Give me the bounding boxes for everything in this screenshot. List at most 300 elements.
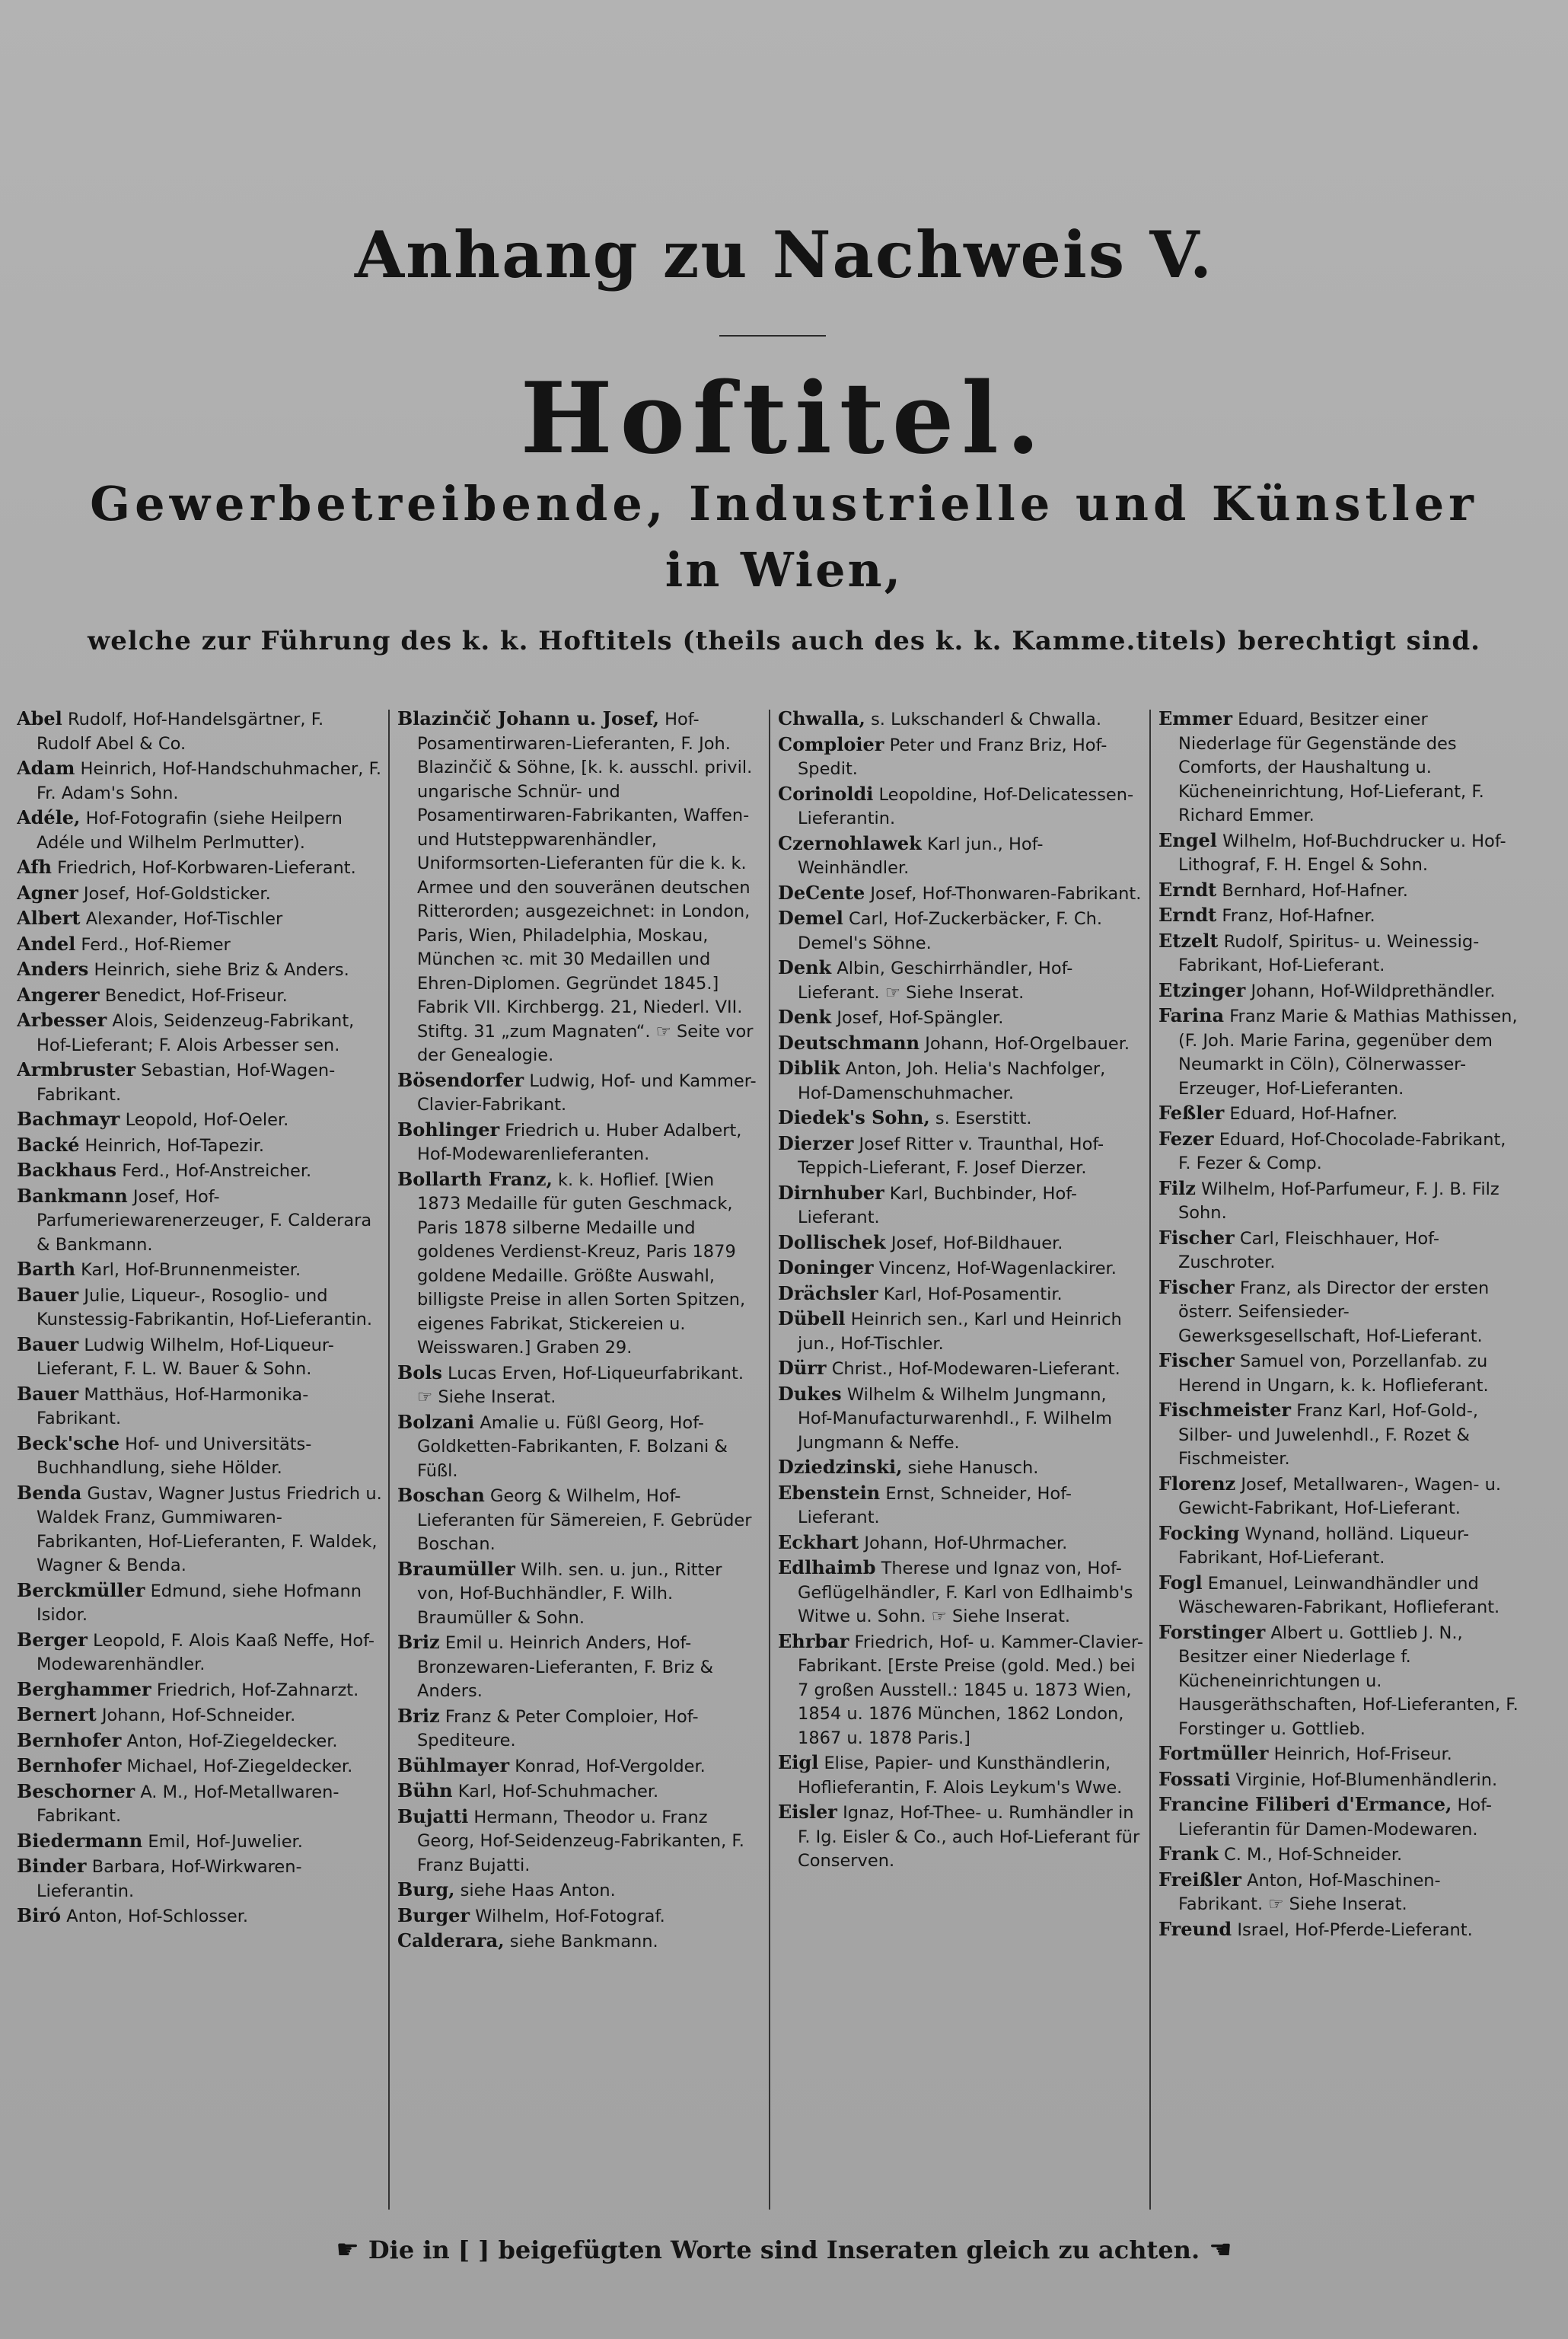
entry-text: Albin, Geschirrhändler, Hof-Lieferant. ☞ Siehe Inserat.: [798, 959, 1073, 1003]
entry-name: Diedek's Sohn,: [778, 1106, 930, 1128]
directory-entry: [1158, 1620, 1524, 1742]
directory-entry: [1158, 1101, 1524, 1127]
entry-name: Blazinčič Johann u. Josef,: [397, 707, 659, 729]
column-divider: [1149, 710, 1151, 2210]
entry-name: Benda: [17, 1481, 82, 1504]
entry-name: Fogl: [1158, 1571, 1203, 1594]
entry-name: Edlhaimb: [778, 1556, 876, 1578]
directory-entry: [17, 881, 382, 907]
entry-text: Wilhelm, Hof-Parfumeur, F. J. B. Filz Sohn.: [1178, 1179, 1499, 1223]
directory-entry: [778, 1455, 1143, 1481]
entry-text: Friedrich u. Huber Adalbert, Hof-Modewarenlieferanten.: [417, 1120, 742, 1164]
directory-entry: [1158, 1176, 1524, 1226]
entry-name: Fischer: [1158, 1275, 1235, 1298]
directory-entry: [1158, 1741, 1524, 1767]
directory-entry: [17, 1578, 382, 1628]
entry-text: Sebastian, Hof-Wagen-Fabrikant.: [37, 1061, 336, 1105]
directory-entry: [397, 1361, 763, 1410]
directory-entry: [17, 1058, 382, 1107]
entry-text: Lucas Erven, Hof-Liqueurfabrikant. ☞ Siehe Inserat.: [417, 1363, 744, 1407]
entry-text: Amalie u. Füßl Georg, Hof-Goldketten-Fabrikanten, F. Bolzani & Füßl.: [417, 1412, 728, 1481]
entry-text: Carl, Hof-Zuckerbäcker, F. Ch. Demel's Söhne.: [798, 909, 1103, 953]
entry-name: Adam: [17, 757, 75, 779]
entry-name: Dukes: [778, 1382, 842, 1405]
directory-entry: [1158, 1127, 1524, 1176]
entry-name: Burg,: [397, 1878, 455, 1900]
entry-text: Karl, Hof-Schuhmacher.: [457, 1782, 659, 1801]
directory-entry: [778, 782, 1143, 831]
directory-entry: [1158, 978, 1524, 1004]
entry-name: Denk: [778, 956, 832, 978]
entry-name: Beschorner: [17, 1779, 135, 1802]
entry-text: Anton, Hof-Schlosser.: [66, 1907, 249, 1926]
footer-text: Die in [ ] beigefügten Worte sind Inseraten gleich zu achten.: [368, 2235, 1200, 2264]
directory-entry: [17, 1677, 382, 1703]
entry-text: Franz, Hof-Hafner.: [1222, 906, 1375, 926]
entry-name: Afh: [17, 856, 52, 878]
entry-text: Heinrich sen., Karl und Heinrich jun., Hof-Tischler.: [798, 1310, 1122, 1354]
entry-text: Barbara, Hof-Wirkwaren-Lieferantin.: [37, 1857, 302, 1901]
entry-text: Wilhelm & Wilhelm Jungmann, Hof-Manufacturwarenhdl., F. Wilhelm Jungmann & Neffe.: [798, 1384, 1113, 1453]
entry-name: Armbruster: [17, 1058, 136, 1080]
entry-text: Konrad, Hof-Vergolder.: [515, 1756, 706, 1776]
entry-text: Albert u. Gottlieb J. N., Besitzer einer Niederlage f. Kücheneinrichtungen u. Hausgeräthschaften, Hof-Lieferanten, F. Forstinger u. Gottlieb.: [1178, 1623, 1519, 1739]
directory-entry: [778, 1281, 1143, 1307]
entry-text: Josef, Hof-Spängler.: [837, 1008, 1004, 1028]
directory-entry: [397, 1483, 763, 1557]
entry-name: Backé: [17, 1133, 80, 1156]
directory-entry: [778, 906, 1143, 956]
pointing-hand-icon: ☚: [1209, 2235, 1232, 2265]
entry-text: Hof- und Universitäts-Buchhandlung, siehe Hölder.: [37, 1434, 312, 1478]
directory-entry: [397, 707, 763, 1068]
directory-entry: [1158, 1767, 1524, 1793]
entry-name: Erndt: [1158, 878, 1217, 901]
entry-text: s. Eserstitt.: [935, 1109, 1032, 1128]
directory-entry: [1158, 1004, 1524, 1101]
entry-text: Edmund, siehe Hofmann Isidor.: [37, 1581, 362, 1625]
column-4: [1158, 707, 1524, 2222]
entry-name: Eckhart: [778, 1530, 859, 1553]
entry-name: Berckmüller: [17, 1578, 145, 1601]
directory-entry: [17, 806, 382, 855]
city-line: in Wien,: [664, 542, 904, 598]
entry-name: Corinoldi: [778, 782, 874, 805]
entry-name: Drächsler: [778, 1281, 878, 1304]
entry-text: Carl, Fleischhauer, Hof-Zuschroter.: [1178, 1228, 1439, 1272]
entry-text: Virginie, Hof-Blumenhändlerin.: [1235, 1769, 1498, 1790]
entry-name: Bujatti: [397, 1805, 469, 1827]
directory-entry: [1158, 1842, 1524, 1868]
entry-text: Karl, Hof-Posamentir.: [883, 1284, 1063, 1304]
entry-name: Anders: [17, 958, 89, 980]
entry-name: Filz: [1158, 1176, 1196, 1199]
entry-name: Emmer: [1158, 707, 1232, 729]
entry-name: Dollischek: [778, 1230, 886, 1253]
entry-name: Boschan: [397, 1484, 485, 1506]
column-2: [397, 707, 763, 2222]
entry-name: Diblik: [778, 1057, 840, 1079]
directory-entry: [17, 1283, 382, 1332]
entry-text: Josef, Hof-Bildhauer.: [891, 1233, 1063, 1253]
entry-text: Emil, Hof-Juwelier.: [148, 1831, 303, 1852]
entry-name: Bernhofer: [17, 1754, 122, 1776]
directory-entry: [1158, 1226, 1524, 1275]
directory-entry: [778, 1307, 1143, 1356]
directory-entry: [778, 956, 1143, 1005]
entry-text: Benedict, Hof-Friseur.: [104, 985, 288, 1006]
entry-name: Berger: [17, 1628, 88, 1651]
entry-text: Christ., Hof-Modewaren-Lieferant.: [831, 1359, 1120, 1379]
entry-text: Elise, Papier- und Kunsthändlerin, Hoflieferantin, F. Alois Leykum's Wwe.: [798, 1753, 1123, 1798]
entry-text: Heinrich, Hof-Friseur.: [1273, 1744, 1452, 1764]
entry-text: Josef, Metallwaren-, Wagen- u. Gewicht-Fabrikant, Hof-Lieferant.: [1178, 1474, 1502, 1518]
directory-entry: [17, 1779, 382, 1829]
entry-name: Doninger: [778, 1256, 874, 1278]
directory-entry: [778, 831, 1143, 881]
entry-text: Michael, Hof-Ziegeldecker.: [126, 1757, 353, 1776]
entry-text: Franz, als Director der ersten österr. Seifensieder-Gewerksgesellschaft, Hof-Lieferant.: [1178, 1278, 1490, 1346]
directory-columns: [17, 707, 1539, 2229]
directory-entry: [1158, 707, 1524, 828]
directory-entry: [397, 1878, 763, 1903]
entry-name: Albert: [17, 907, 81, 929]
directory-entry: [1158, 1792, 1524, 1842]
entry-text: Friedrich, Hof-Zahnarzt.: [156, 1680, 359, 1700]
entry-name: Chwalla,: [778, 707, 865, 729]
entry-name: Eisler: [778, 1801, 837, 1823]
entry-name: Fischmeister: [1158, 1399, 1292, 1421]
directory-entry: [17, 1133, 382, 1159]
column-divider: [388, 710, 390, 2210]
directory-entry: [397, 1779, 763, 1805]
entry-name: DeCente: [778, 881, 865, 904]
directory-entry: [17, 1702, 382, 1728]
directory-entry: [1158, 1917, 1524, 1943]
entry-name: Bolzani: [397, 1410, 475, 1433]
entry-name: Agner: [17, 881, 78, 904]
entry-name: Bösendorfer: [397, 1068, 524, 1091]
directory-entry: [1158, 1275, 1524, 1349]
entry-text: s. Lukschanderl & Chwalla.: [871, 710, 1101, 729]
entry-name: Deutschmann: [778, 1031, 920, 1054]
directory-entry: [1158, 1521, 1524, 1571]
directory-entry: [17, 855, 382, 881]
entry-text: Franz & Peter Comploier, Hof-Spediteure.: [417, 1706, 699, 1750]
directory-entry: [17, 1753, 382, 1779]
directory-entry: [778, 1382, 1143, 1456]
directory-entry: [17, 957, 382, 983]
entry-text: Israel, Hof-Pferde-Lieferant.: [1237, 1919, 1473, 1940]
directory-entry: [778, 1005, 1143, 1031]
entry-text: Leopold, Hof-Oeler.: [125, 1110, 289, 1130]
directory-entry: [397, 1753, 763, 1779]
entry-name: Angerer: [17, 983, 100, 1006]
entry-text: Vincenz, Hof-Wagenlackirer.: [878, 1259, 1117, 1278]
directory-entry: [778, 732, 1143, 782]
entry-text: Wilhelm, Hof-Buchdrucker u. Hof-Lithograf, F. H. Engel & Sohn.: [1178, 831, 1506, 875]
entry-text: Ludwig Wilhelm, Hof-Liqueur-Lieferant, F. L. W. Bauer & Sohn.: [37, 1335, 334, 1379]
entry-name: Bernhofer: [17, 1728, 122, 1751]
page-heading: Hoftitel.: [520, 362, 1048, 476]
entry-name: Farina: [1158, 1004, 1225, 1026]
entry-name: Andel: [17, 932, 76, 955]
entry-name: Bauer: [17, 1382, 79, 1405]
entry-name: Bols: [397, 1361, 442, 1383]
footer-note: [0, 2235, 1568, 2265]
entry-name: Backhaus: [17, 1159, 117, 1181]
entry-text: Josef, Hof-Thonwaren-Fabrikant.: [870, 883, 1142, 904]
entry-text: Johann, Hof-Wildprethändler.: [1251, 981, 1496, 1001]
entry-text: Alois, Seidenzeug-Fabrikant, Hof-Lieferant; F. Alois Arbesser sen.: [37, 1011, 355, 1055]
entry-name: Bühn: [397, 1779, 453, 1801]
directory-entry: [17, 1332, 382, 1382]
entry-text: C. M., Hof-Schneider.: [1224, 1845, 1403, 1865]
directory-entry: [397, 1557, 763, 1631]
entry-text: Karl jun., Hof-Weinhändler.: [798, 834, 1044, 878]
directory-entry: [17, 756, 382, 806]
entry-name: Focking: [1158, 1521, 1240, 1544]
entry-name: Adéle,: [17, 806, 81, 828]
entry-name: Dübell: [778, 1307, 846, 1329]
pointing-hand-icon: ☛: [336, 2235, 359, 2265]
directory-entry: [1158, 1348, 1524, 1398]
directory-entry: [778, 1356, 1143, 1382]
directory-entry: [17, 1854, 382, 1903]
column-divider: [769, 710, 770, 2210]
entry-name: Bankmann: [17, 1184, 128, 1207]
entry-name: Fischer: [1158, 1226, 1235, 1249]
directory-entry: [778, 1131, 1143, 1181]
directory-entry: [397, 1929, 763, 1954]
entry-text: A. M., Hof-Metallwaren-Fabrikant.: [37, 1782, 339, 1826]
directory-entry: [397, 1410, 763, 1484]
entry-text: Rudolf, Hof-Handelsgärtner, F. Rudolf Abel & Co.: [37, 710, 324, 754]
title-divider: [719, 335, 826, 337]
entry-text: Friedrich, Hof-Korbwaren-Lieferant.: [57, 858, 356, 878]
entry-text: Ferd., Hof-Anstreicher.: [122, 1161, 312, 1181]
entry-name: Bachmayr: [17, 1108, 120, 1130]
entry-name: Florenz: [1158, 1472, 1236, 1495]
entry-text: Heinrich, siehe Briz & Anders.: [94, 960, 349, 980]
entry-text: Anton, Joh. Helia's Nachfolger, Hof-Damenschuhmacher.: [798, 1059, 1106, 1103]
directory-entry: [1158, 903, 1524, 929]
entry-text: Eduard, Besitzer einer Niederlage für Gegenstände des Comforts, der Haushaltung u. Kücheneinrichtung, Hof-Lieferant, F. Richard Emmer.: [1178, 710, 1484, 825]
directory-entry: [1158, 1472, 1524, 1521]
entry-name: Francine Filiberi d'Ermance,: [1158, 1793, 1452, 1815]
entry-text: Ferd., Hof-Riemer: [81, 934, 231, 955]
entry-name: Beck'sche: [17, 1431, 120, 1454]
entry-text: Johann, Hof-Orgelbauer.: [925, 1033, 1130, 1054]
directory-entry: [778, 1481, 1143, 1530]
directory-entry: [778, 707, 1143, 732]
entry-text: Bernhard, Hof-Hafner.: [1222, 880, 1408, 901]
directory-entry: [1158, 929, 1524, 978]
entry-text: Ernst, Schneider, Hof-Lieferant.: [798, 1483, 1072, 1527]
entry-text: Heinrich, Hof-Handschuhmacher, F. Fr. Adam's Sohn.: [37, 759, 382, 803]
entry-name: Fossati: [1158, 1767, 1231, 1790]
directory-entry: [17, 1184, 382, 1258]
directory-entry: [397, 1068, 763, 1118]
entry-text: Therese und Ignaz von, Hof-Geflügelhändler, F. Karl von Edlhaimb's Witwe u. Sohn. ☞ Siehe Inserat.: [798, 1559, 1133, 1626]
entry-name: Freißler: [1158, 1868, 1241, 1891]
directory-entry: [778, 1629, 1143, 1751]
entry-name: Eigl: [778, 1751, 819, 1773]
entry-name: Erndt: [1158, 904, 1217, 926]
directory-entry: [1158, 1868, 1524, 1917]
entry-name: Barth: [17, 1258, 76, 1280]
entry-text: Johann, Hof-Uhrmacher.: [864, 1533, 1068, 1553]
entry-text: Josef Ritter v. Traunthal, Hof-Teppich-Lieferant, F. Josef Dierzer.: [798, 1134, 1104, 1178]
entry-text: k. k. Hoflief. [Wien 1873 Medaille für guten Geschmack, Paris 1878 silberne Medaille und goldenes Verdienst-Kreuz, Paris 1879 goldene Medaille. Größte Auswahl, billigste Preise in allen Sorten Spitzen, eigenes Fabrikat, Stickereien u. Weisswaren.] Graben 29.: [417, 1170, 746, 1358]
entry-name: Czernohlawek: [778, 831, 922, 854]
entry-name: Bauer: [17, 1332, 79, 1355]
directory-entry: [17, 1158, 382, 1184]
column-3: [778, 707, 1143, 2222]
entry-text: Peter und Franz Briz, Hof-Spedit.: [798, 735, 1107, 779]
directory-entry: [17, 1431, 382, 1481]
entry-name: Calderara,: [397, 1929, 505, 1951]
entry-text: Anton, Hof-Ziegeldecker.: [126, 1731, 338, 1751]
directory-entry: [1158, 1571, 1524, 1620]
entry-text: Heinrich, Hof-Tapezir.: [84, 1135, 264, 1156]
entry-name: Feßler: [1158, 1102, 1225, 1124]
directory-entry: [1158, 878, 1524, 904]
entry-name: Dürr: [778, 1357, 827, 1379]
directory-entry: [17, 1257, 382, 1283]
entry-text: Johann, Hof-Schneider.: [101, 1706, 296, 1725]
directory-entry: [17, 983, 382, 1009]
entry-text: Emanuel, Leinwandhändler und Wäschewaren-Fabrikant, Hoflieferant.: [1178, 1573, 1500, 1617]
entry-text: Franz Karl, Hof-Gold-, Silber- und Juwelenhdl., F. Rozet & Fischmeister.: [1178, 1401, 1479, 1469]
entry-text: Emil u. Heinrich Anders, Hof-Bronzewaren-Lieferanten, F. Briz & Anders.: [417, 1633, 714, 1701]
entry-name: Dierzer: [778, 1131, 854, 1154]
directory-entry: [778, 1056, 1143, 1106]
entry-name: Biró: [17, 1904, 62, 1926]
directory-entry: [778, 1181, 1143, 1230]
entry-text: Friedrich, Hof- u. Kammer-Clavier-Fabrikant. [Erste Preise (gold. Med.) bei 7 großen Ausstell.: 1845 u. 1873 Wien, 1854 u. 1876 München, 1862 London, 1867 u. 1878 Paris.]: [798, 1632, 1143, 1748]
column-1: [17, 707, 382, 2222]
entry-text: Samuel von, Porzellanfab. zu Herend in Ungarn, k. k. Hoflieferant.: [1178, 1351, 1489, 1396]
directory-entry: [397, 1167, 763, 1361]
entry-name: Berghammer: [17, 1677, 151, 1700]
entry-text: Franz Marie & Mathias Mathissen, (F. Joh. Marie Farina, gegenüber dem Neumarkt in Cöln), Cölnerwasser-Erzeuger, Hof-Lieferanten.: [1178, 1007, 1518, 1099]
directory-entry: [778, 1530, 1143, 1556]
directory-entry: [778, 881, 1143, 907]
entry-text: Karl, Buchbinder, Hof-Lieferant.: [798, 1183, 1078, 1227]
entry-name: Etzelt: [1158, 929, 1219, 952]
directory-entry: [397, 1118, 763, 1167]
entry-name: Fortmüller: [1158, 1742, 1269, 1764]
directory-entry: [17, 1903, 382, 1929]
entry-name: Ehrbar: [778, 1629, 849, 1652]
entry-name: Dirnhuber: [778, 1181, 884, 1204]
entry-text: Leopold, F. Alois Kaaß Neffe, Hof-Modewarenhändler.: [37, 1630, 374, 1674]
entry-text: Eduard, Hof-Chocolade-Fabrikant, F. Fezer & Comp.: [1178, 1129, 1506, 1173]
entry-name: Freund: [1158, 1917, 1232, 1940]
directory-entry: [778, 1750, 1143, 1800]
directory-entry: [397, 1704, 763, 1753]
entry-name: Burger: [397, 1903, 470, 1926]
entry-text: Ludwig, Hof- und Kammer-Clavier-Fabrikant.: [417, 1071, 757, 1115]
directory-entry: [778, 1031, 1143, 1057]
entry-name: Bollarth Franz,: [397, 1167, 553, 1190]
entry-text: Georg & Wilhelm, Hof-Lieferanten für Sämereien, F. Gebrüder Boschan.: [417, 1486, 752, 1554]
directory-entry: [397, 1630, 763, 1704]
entry-text: Alexander, Hof-Tischler: [85, 909, 283, 929]
entry-text: Anton, Hof-Maschinen-Fabrikant. ☞ Siehe Inserat.: [1178, 1870, 1441, 1914]
entry-name: Fischer: [1158, 1349, 1235, 1371]
entry-name: Abel: [17, 707, 62, 729]
entry-text: Hof-Lieferantin für Damen-Modewaren.: [1178, 1795, 1492, 1840]
entry-name: Forstinger: [1158, 1620, 1266, 1643]
entry-name: Bauer: [17, 1283, 79, 1306]
directory-entry: [778, 1800, 1143, 1874]
entry-name: Binder: [17, 1855, 87, 1877]
directory-entry: [17, 1728, 382, 1754]
entry-text: Rudolf, Spiritus- u. Weinessig-Fabrikant, Hof-Lieferant.: [1178, 931, 1480, 975]
entry-name: Engel: [1158, 828, 1217, 851]
entry-name: Demel: [778, 907, 843, 929]
entry-text: Wynand, holländ. Liqueur-Fabrikant, Hof-Lieferant.: [1178, 1524, 1470, 1568]
directory-entry: [17, 1628, 382, 1677]
directory-entry: [397, 1805, 763, 1878]
entry-text: Hof-Posamentirwaren-Lieferanten, F. Joh. Blazinčič & Söhne, [k. k. ausschl. privil. ungarische Schnür- und Posamentirwaren-Fabrikanten, Waffen- und Hutsteppwarenhändler, Uniformsorten-Lieferanten für die k. k. Armee und den souveränen deutschen Ritterorden; ausgezeichnet: in London, Paris, Wien, Philadelphia, Moskau, München ꝛc. mit 30 Medaillen und Ehren-Diplomen. Gegründet 1845.] Fabrik VII. Kirchbergg. 21, Niederl. VII. Stiftg. 31 „zum Magnaten“. ☞ Seite vor der Genealogie.: [417, 710, 754, 1065]
directory-entry: [17, 707, 382, 756]
directory-entry: [17, 906, 382, 932]
entry-text: Gustav, Wagner Justus Friedrich u. Waldek Franz, Gummiwaren-Fabrikanten, Hof-Lieferanten, F. Waldek, Wagner & Benda.: [37, 1483, 382, 1575]
directory-entry: [397, 1903, 763, 1929]
entry-name: Braumüller: [397, 1557, 515, 1580]
directory-entry: [17, 1829, 382, 1855]
entry-name: Frank: [1158, 1843, 1219, 1865]
entry-text: Leopoldine, Hof-Delicatessen-Lieferantin.: [798, 784, 1134, 828]
directory-entry: [17, 1008, 382, 1058]
directory-entry: [17, 932, 382, 958]
entry-text: Eduard, Hof-Hafner.: [1229, 1104, 1397, 1124]
directory-entry: [778, 1556, 1143, 1629]
entry-name: Briz: [397, 1704, 440, 1727]
entry-name: Bohlinger: [397, 1118, 500, 1141]
entry-text: Wilh. sen. u. jun., Ritter von, Hof-Buchhändler, F. Wilh. Braumüller & Sohn.: [417, 1559, 722, 1628]
entry-text: siehe Haas Anton.: [460, 1881, 616, 1900]
entry-name: Denk: [778, 1006, 832, 1028]
directory-entry: [17, 1107, 382, 1133]
entry-name: Arbesser: [17, 1009, 107, 1031]
entry-text: Julie, Liqueur-, Rosoglio- und Kunstessig-Fabrikantin, Hof-Lieferantin.: [37, 1285, 373, 1329]
entry-name: Briz: [397, 1631, 440, 1653]
entry-text: Wilhelm, Hof-Fotograf.: [475, 1906, 665, 1926]
entry-name: Dziedzinski,: [778, 1456, 903, 1478]
directory-entry: [778, 1106, 1143, 1131]
appendix-title: Anhang zu Nachweis V.: [354, 217, 1214, 292]
entry-text: Ignaz, Hof-Thee- u. Rumhändler in F. Ig. Eisler & Co., auch Hof-Lieferant für Conserven.: [798, 1803, 1140, 1871]
entry-name: Ebenstein: [778, 1481, 881, 1504]
entry-text: Matthäus, Hof-Harmonika-Fabrikant.: [37, 1384, 309, 1428]
entry-text: siehe Hanusch.: [907, 1458, 1039, 1478]
entry-text: Josef, Hof-Goldsticker.: [83, 883, 271, 904]
directory-entry: [17, 1382, 382, 1431]
directory-entry: [1158, 828, 1524, 878]
entry-name: Bühlmayer: [397, 1753, 510, 1776]
entry-name: Fezer: [1158, 1127, 1214, 1150]
entry-text: Hof-Fotografin (siehe Heilpern Adéle und Wilhelm Perlmutter).: [37, 809, 343, 853]
directory-entry: [1158, 1398, 1524, 1472]
page-subheading: Gewerbetreibende, Industrielle und Künstler: [90, 476, 1478, 531]
directory-entry: [778, 1256, 1143, 1281]
entry-text: Josef, Hof-Parfumeriewarenerzeuger, F. Calderara & Bankmann.: [37, 1186, 372, 1255]
entry-text: Karl, Hof-Brunnenmeister.: [81, 1260, 301, 1280]
